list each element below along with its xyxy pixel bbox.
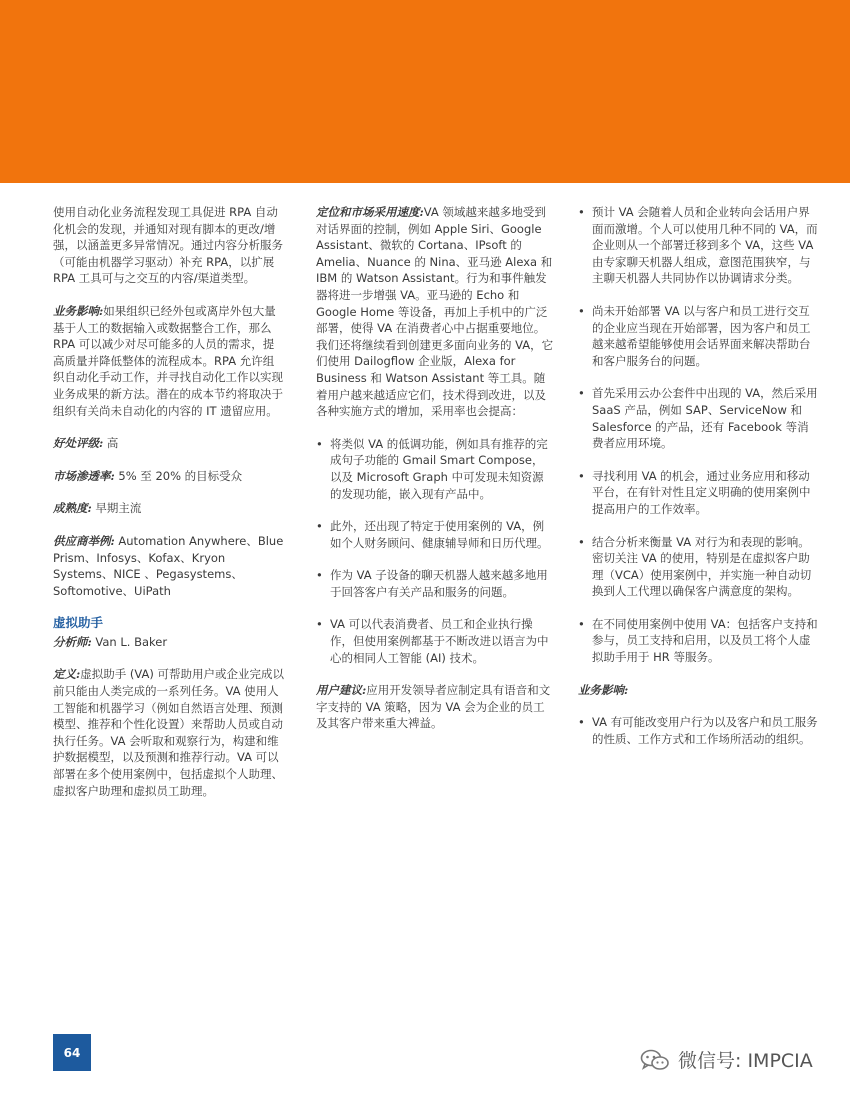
list-item: • 首先采用云办公套件中出现的 VA，然后采用 SaaS 产品，例如 SAP、ServiceNow 和 Salesforce 的产品，还有 Facebook 等消费者应用环境。: [578, 385, 820, 451]
page-number: 64: [53, 1034, 91, 1071]
list-item: • 结合分析来衡量 VA 对行为和表现的影响。密切关注 VA 的使用，特别是在虚拟客户助理（VCA）使用案例中，并实施一种自动切换到人工代理以确保客户满意度的架构。: [578, 534, 820, 600]
market-penetration: [53, 468, 285, 485]
list-item: • 在不同使用案例中使用 VA：包括客户支持和参与，员工支持和启用，以及员工将个人虚拟助手用于 HR 等服务。: [578, 616, 820, 666]
definition: [53, 666, 285, 799]
position-text: VA 领域越来越多地受到对话界面的控制，例如 Apple Siri、Google Assistant、微软的 Cortana、IPsoft 的 Amelia、Nuance 的 Nina、亚马逊 Alexa 和 IBM 的 Watson Assistant。行为和事件触发器将进一步增强 VA。亚马逊的 Echo 和 Google Home 等设备，再加上手机中的广泛部署，使得 VA 在消费者心中占据重要地位。我们还将继续看到创建更多面向业务的 VA，它们使用 Dailogflow 企业版，Alexa for Business 和 Watson Assistant 等工具。随着用户越来越适应它们，技术得到改进，以及各种实施方式的增加，采用率也会提高：: [316, 205, 554, 419]
market-penetration-label: 市场渗透率:: [53, 468, 115, 483]
benefit-rating-value: 高: [106, 436, 119, 451]
list-item: • VA 有可能改变用户行为以及客户和员工服务的性质、工作方式和工作场所活动的组织。: [578, 714, 820, 747]
analyst: [53, 634, 285, 651]
list-item: • 寻找利用 VA 的机会，通过业务应用和移动平台，在有针对性且定义明确的使用案例中提高用户的工作效率。: [578, 468, 820, 518]
market-penetration-value: 5% 至 20% 的目标受众: [118, 468, 243, 483]
impact-bullet-list: [578, 714, 820, 747]
user-advice-label: 用户建议:: [316, 683, 367, 698]
watermark-text: 微信号: IMPCIA: [678, 1050, 813, 1072]
maturity-label: 成熟度:: [53, 501, 92, 516]
column-2: [316, 204, 554, 748]
sample-vendors-value: Automation Anywhere、Blue Prism、Infosys、Kofax、Kryon Systems、NICE 、Pegasystems、Softomotive、UiPath: [53, 533, 284, 598]
list-item: • 尚未开始部署 VA 以与客户和员工进行交互的企业应当现在开始部署，因为客户和员工越来越希望能够使用会话界面来解决帮助台和客户服务台的问题。: [578, 303, 820, 369]
sample-vendors: [53, 533, 285, 599]
position-label: 定位和市场采用速度:: [316, 205, 424, 219]
business-impact-text: 如果组织已经外包或离岸外包大量基于人工的数据输入或数据整合工作，那么 RPA 可以减少对尽可能多的人员的需求，提高质量并降低整体的流程成本。RPA 允许组织自动化手动工作，并寻找自动化工作以实现业务成果的新方法。潜在的成本节约将取决于组织有关尚未自动化的内容的 IT 遗留应用。: [53, 303, 283, 418]
va-business-impact-label: 业务影响:: [578, 682, 629, 697]
adoption-bullet-list: [316, 436, 554, 667]
definition-text: 虚拟助手 (VA) 可帮助用户或企业完成以前只能由人类完成的一系列任务。VA 使用人工智能和机器学习（例如自然语言处理、预测模型、推荐和个性化设置）来帮助人员或自动执行任务。VA 会听取和观察行为，构建和维护数据模型，以及预测和推荐行动。VA 可以部署在多个使用案例中，包括虚拟个人助理、虚拟客户助理和虚拟员工助理。: [53, 667, 285, 798]
maturity-value: 早期主流: [95, 501, 142, 516]
analyst-value: Van L. Baker: [95, 634, 168, 649]
list-item: • VA 可以代表消费者、员工和企业执行操作，但使用案例都基于不断改进以语言为中心的相同人工智能 (AI) 技术。: [316, 616, 554, 666]
wechat-icon: [640, 1048, 670, 1072]
benefit-rating-label: 好处评级:: [53, 436, 104, 451]
user-advice-text: 应用开发领导者应制定具有语音和文字支持的 VA 策略，因为 VA 会为企业的员工及其客户带来重大裨益。: [316, 683, 551, 731]
analyst-label: 分析师:: [53, 634, 92, 649]
user-advice: [316, 682, 554, 732]
maturity: [53, 500, 285, 517]
section-title-virtual-assistants: 虚拟助手: [53, 615, 104, 631]
definition-label: 定义:: [53, 667, 81, 682]
position-adoption-speed: [316, 204, 554, 420]
sample-vendors-label: 供应商举例:: [53, 533, 115, 548]
rpa-intro-paragraph: 使用自动化业务流程发现工具促进 RPA 自动化机会的发现，并通知对现有脚本的更改/增强，以涵盖更多异常情况。通过内容分析服务（可能由机器学习驱动）补充 RPA，以扩展 RPA 工具可与之交互的内容/渠道类型。: [53, 205, 283, 286]
column-1: [53, 204, 285, 815]
benefit-rating: [53, 435, 285, 452]
list-item: • 预计 VA 会随着人员和企业转向会话用户界面而激增。个人可以使用几种不同的 VA，而企业则从一个部署迁移到多个 VA，这些 VA 由专家聊天机器人组成，意图范围狭窄，与主聊天机器人共同协作以协调请求分类。: [578, 204, 820, 287]
list-item: • 将类似 VA 的低调功能，例如具有推荐的完成句子功能的 Gmail Smart Compose，以及 Microsoft Graph 中可发现未知资源的发现功能，嵌入现有产品中。: [316, 436, 554, 502]
column-3: [578, 204, 820, 763]
wechat-watermark: [640, 1046, 813, 1073]
business-impact-label: 业务影响:: [53, 303, 104, 318]
list-item: • 作为 VA 子设备的聊天机器人越来越多地用于回答客户有关产品和服务的问题。: [316, 567, 554, 600]
advice-bullet-list: [578, 204, 820, 666]
header-banner: [0, 0, 850, 183]
list-item: • 此外，还出现了特定于使用案例的 VA，例如个人财务顾问、健康辅导师和日历代理。: [316, 518, 554, 551]
va-business-impact-heading: [578, 682, 820, 699]
rpa-business-impact: [53, 303, 285, 419]
